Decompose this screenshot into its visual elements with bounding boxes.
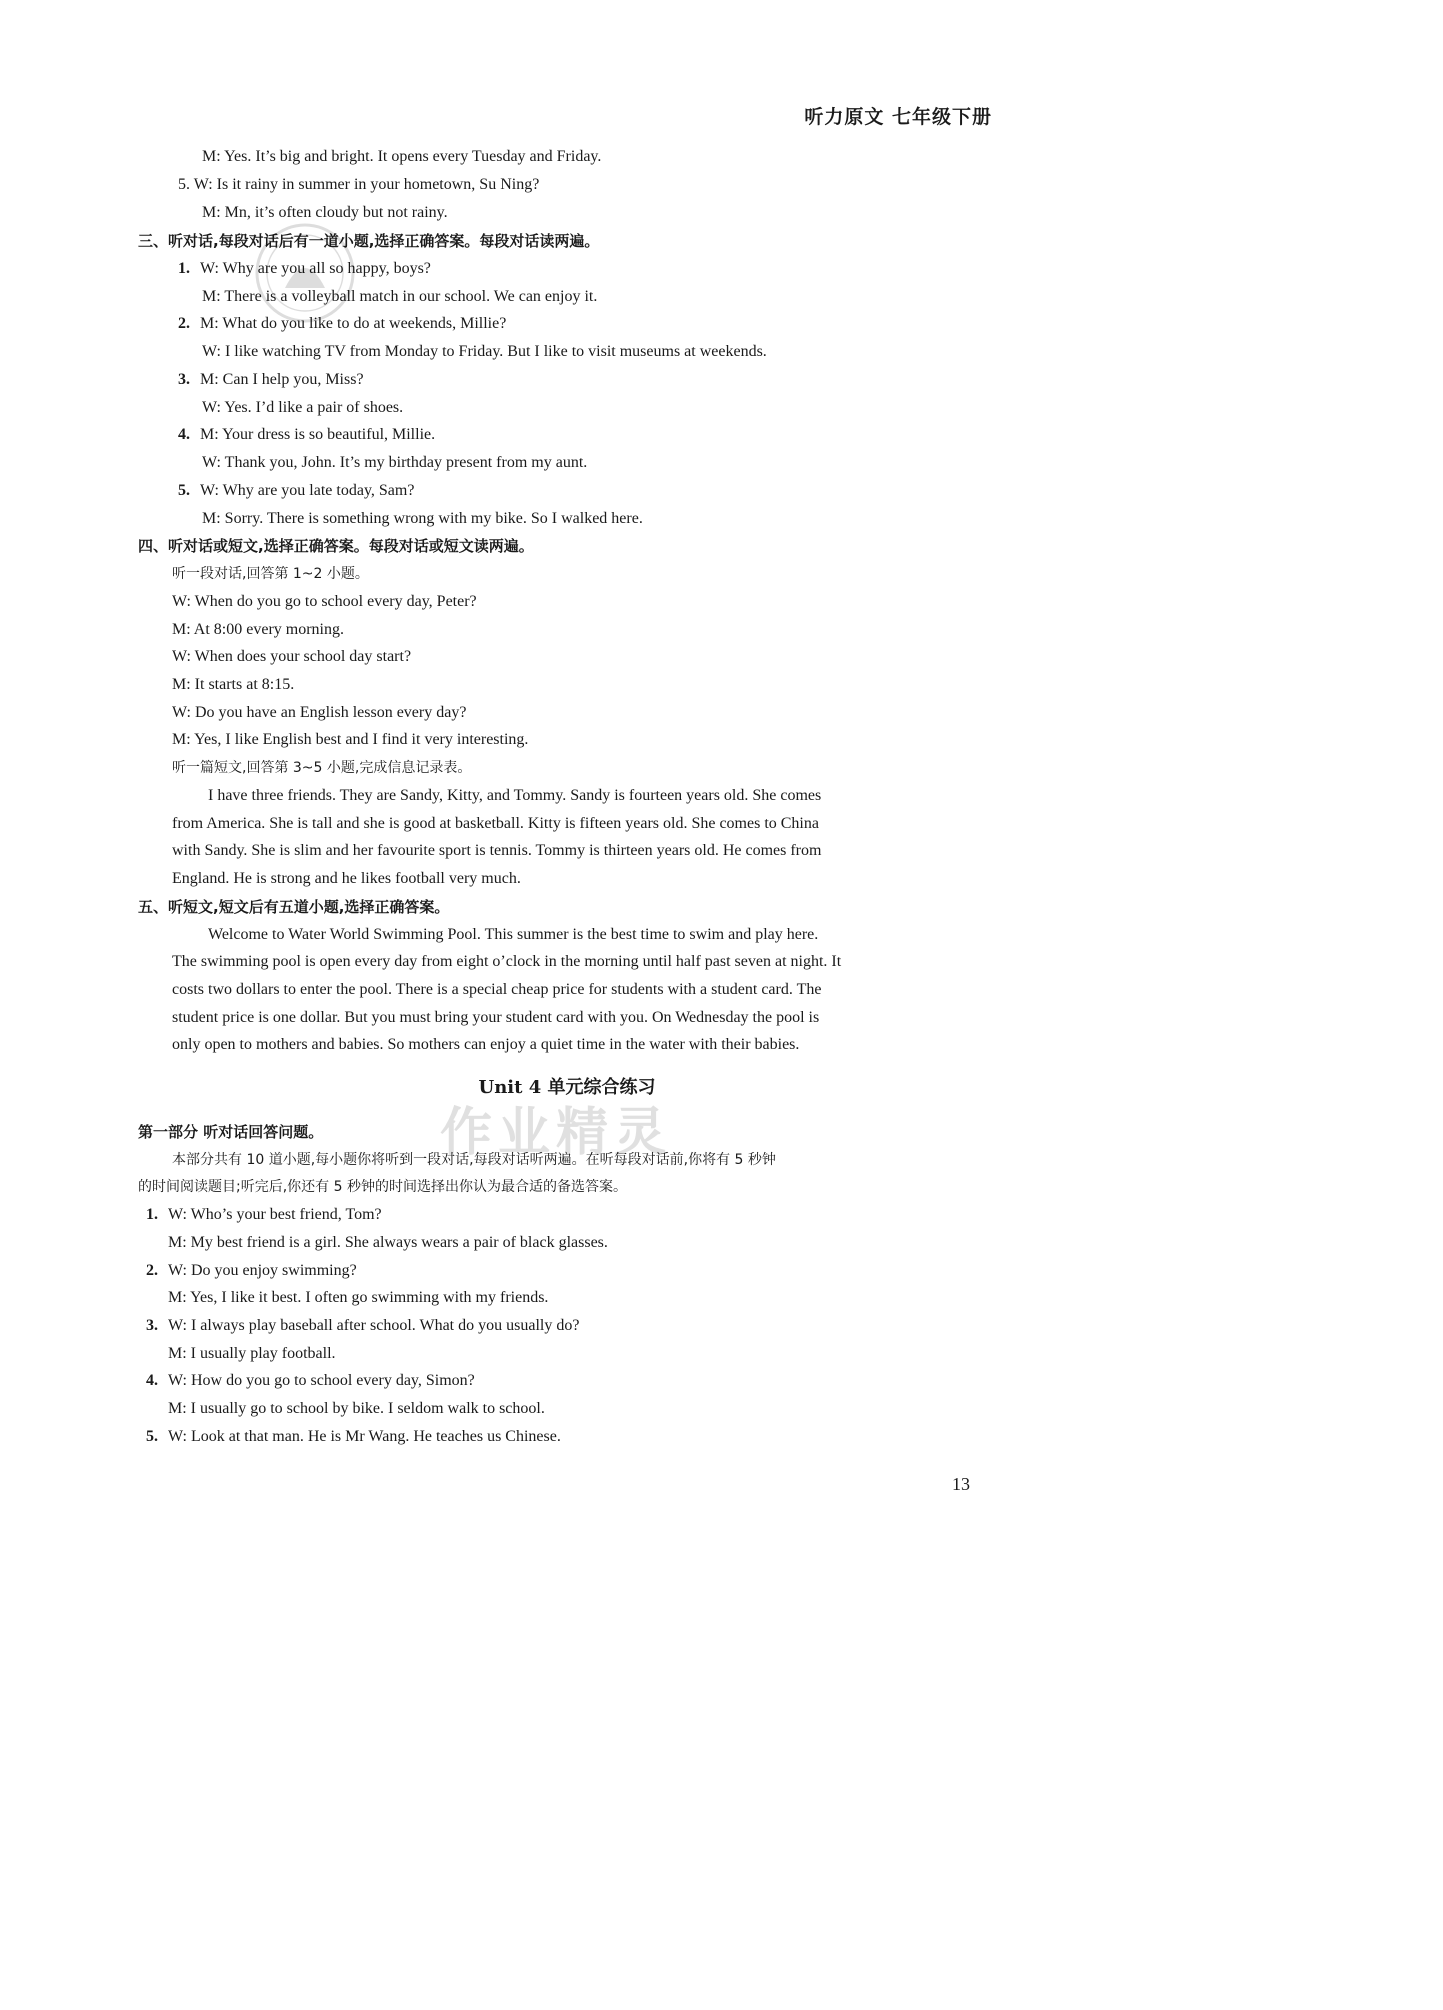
section-3-heading: 三、听对话,每段对话后有一道小题,选择正确答案。每段对话读两遍。 [138, 232, 600, 250]
question-number: 3. [178, 371, 190, 388]
dialog-line: W: I like watching TV from Monday to Friday. But I like to visit museums at weekends. [202, 343, 767, 360]
dialog-line: W: I always play baseball after school. What do you usually do? [168, 1317, 580, 1334]
dialog-line: M: It starts at 8:15. [172, 676, 295, 693]
part-1-heading: 第一部分 听对话回答问题。 [138, 1123, 324, 1141]
dialog-line: M: Mn, it’s often cloudy but not rainy. [202, 204, 448, 221]
dialog-line: M: Can I help you, Miss? [200, 371, 364, 388]
passage-line: The swimming pool is open every day from eight o’clock in the morning until half past seven at night. It [172, 953, 842, 970]
dialog-line: M: Yes, I like it best. I often go swimming with my friends. [168, 1289, 549, 1306]
question-line [146, 1427, 561, 1447]
passage-line: Welcome to Water World Swimming Pool. This summer is the best time to swim and play here. [208, 926, 819, 943]
passage-line: I have three friends. They are Sandy, Kitty, and Tommy. Sandy is fourteen years old. She comes [208, 787, 822, 804]
section-4-intro-dialog: 听一段对话,回答第 1~2 小题。 [172, 566, 369, 582]
instruction-line: 的时间阅读题目;听完后,你还有 5 秒钟的时间选择出你认为最合适的备选答案。 [138, 1179, 627, 1195]
passage-line: only open to mothers and babies. So mothers can enjoy a quiet time in the water with their babies. [172, 1036, 800, 1053]
dialog-line: W: Yes. I’d like a pair of shoes. [202, 399, 404, 416]
question-number: 2. [146, 1262, 158, 1279]
dialog-line: M: At 8:00 every morning. [172, 621, 344, 638]
dialog-line: W: Who’s your best friend, Tom? [168, 1206, 382, 1223]
dialog-line: M: Your dress is so beautiful, Millie. [200, 426, 436, 443]
dialog-line: M: I usually play football. [168, 1345, 336, 1362]
dialog-line: M: What do you like to do at weekends, Millie? [200, 315, 507, 332]
dialog-line: W: Do you enjoy swimming? [168, 1262, 357, 1279]
section-4-heading: 四、听对话或短文,选择正确答案。每段对话或短文读两遍。 [138, 537, 534, 555]
question-number: 4. [146, 1372, 158, 1389]
dialog-line: W: Thank you, John. It’s my birthday present from my aunt. [202, 454, 588, 471]
dialog-line: M: Yes, I like English best and I find it very interesting. [172, 731, 529, 748]
question-number: 1. [146, 1206, 158, 1223]
dialog-line: M: Yes. It’s big and bright. It opens every Tuesday and Friday. [202, 148, 602, 165]
dialog-line: M: I usually go to school by bike. I seldom walk to school. [168, 1400, 545, 1417]
dialog-line: W: Why are you all so happy, boys? [200, 260, 431, 277]
question-line [178, 481, 414, 501]
dialog-line: W: Why are you late today, Sam? [200, 482, 415, 499]
dialog-line: W: When do you go to school every day, Peter? [172, 593, 477, 610]
running-header: 听力原文 七年级下册 [804, 106, 992, 128]
question-number: 1. [178, 260, 190, 277]
question-line [146, 1371, 475, 1391]
dialog-line: W: Do you have an English lesson every day? [172, 704, 467, 721]
question-number: 5. [178, 482, 190, 499]
question-number: 3. [146, 1317, 158, 1334]
passage-line: costs two dollars to enter the pool. There is a special cheap price for students with a student card. The [172, 981, 822, 998]
dialog-line: W: Look at that man. He is Mr Wang. He teaches us Chinese. [168, 1428, 561, 1445]
dialog-line: M: There is a volleyball match in our school. We can enjoy it. [202, 288, 598, 305]
passage-line: with Sandy. She is slim and her favourite sport is tennis. Tommy is thirteen years old. He comes from [172, 842, 822, 859]
section-5-heading: 五、听短文,短文后有五道小题,选择正确答案。 [138, 898, 450, 916]
passage-line: student price is one dollar. But you must bring your student card with you. On Wednesday the pool is [172, 1009, 820, 1026]
page-number: 13 [952, 1474, 970, 1494]
question-line [178, 425, 435, 445]
question-number: 2. [178, 315, 190, 332]
dialog-line: W: How do you go to school every day, Simon? [168, 1372, 475, 1389]
question-line [146, 1205, 382, 1225]
question-number: 5. [146, 1428, 158, 1445]
dialog-line: M: My best friend is a girl. She always wears a pair of black glasses. [168, 1234, 608, 1251]
passage-line: from America. She is tall and she is good at basketball. Kitty is fifteen years old. She comes to China [172, 815, 819, 832]
dialog-line: M: Sorry. There is something wrong with my bike. So I walked here. [202, 510, 643, 527]
question-line [178, 370, 364, 390]
section-4-intro-passage: 听一篇短文,回答第 3~5 小题,完成信息记录表。 [172, 760, 472, 776]
question-number: 4. [178, 426, 190, 443]
unit-title: Unit 4 单元综合练习 [478, 1077, 656, 1098]
instruction-line: 本部分共有 10 道小题,每小题你将听到一段对话,每段对话听两遍。在听每段对话前,你将有 5 秒钟 [172, 1152, 776, 1168]
question-line [146, 1316, 579, 1336]
dialog-line: 5. W: Is it rainy in summer in your hometown, Su Ning? [178, 176, 540, 193]
watermark-text: 作业精灵 [440, 1103, 673, 1163]
dialog-line: W: When does your school day start? [172, 648, 412, 665]
passage-line: England. He is strong and he likes football very much. [172, 870, 521, 887]
question-line [146, 1261, 357, 1281]
question-line [178, 314, 506, 334]
question-line [178, 259, 431, 279]
